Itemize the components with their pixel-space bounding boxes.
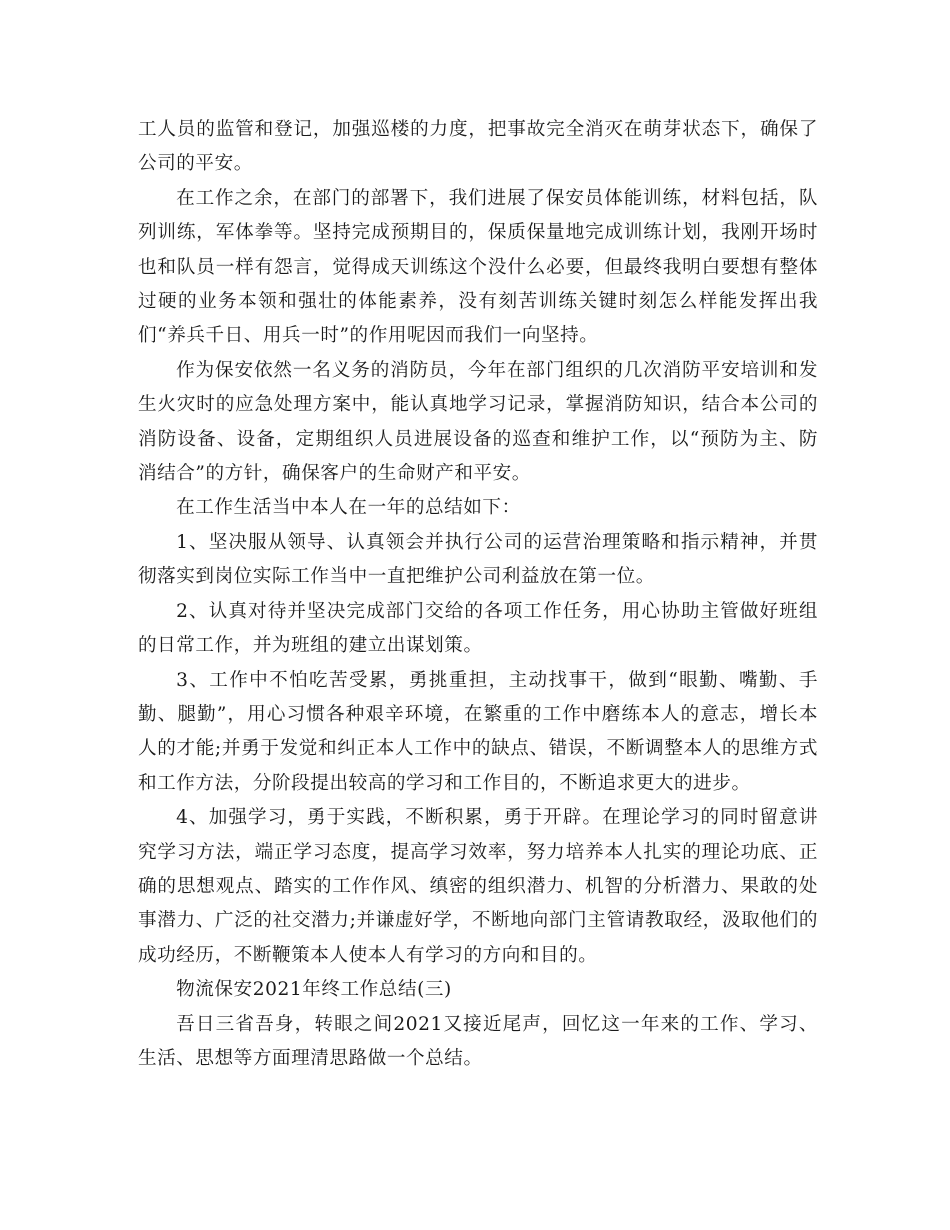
paragraph: 在工作之余，在部门的部署下，我们进展了保安员体能训练，材料包括，队列训练，军体拳等。坚持完成预期目的，保质保量地完成训练计划，我刚开场时也和队员一样有怨言，觉得成天训练这个没什么必要，但最终我明白要想有整体过硬的业务本领和强壮的体能素养，没有刻苦训练关键时刻怎么样能发挥出我们“养兵千日、用兵一时”的作用呢因而我们一向坚持。 <box>138 187 818 347</box>
paragraph: 吾日三省吾身，转眼之间2021又接近尾声，回忆这一年来的工作、学习、生活、思想等方面理清思路做一个总结。 <box>138 1013 818 1069</box>
list-item: 2、认真对待并坚决完成部门交给的各项工作任务，用心协助主管做好班组的日常工作，并为班组的建立出谋划策。 <box>138 600 818 657</box>
list-item: 3、工作中不怕吃苦受累，勇挑重担，主动找事干，做到“眼勤、嘴勤、手勤、腿勤”，用心习惯各种艰辛环境，在繁重的工作中磨练本人的意志，增长本人的才能;并勇于发觉和纠正本人工作中的缺点、错误，不断调整本人的思维方式和工作方法，分阶段提出较高的学习和工作目的，不断追求更大的进步。 <box>138 669 818 794</box>
document-page <box>138 113 818 1076</box>
paragraph: 工人员的监管和登记，加强巡楼的力度，把事故完全消灭在萌芽状态下，确保了公司的平安。 <box>138 119 818 175</box>
paragraph: 作为保安依然一名义务的消防员，今年在部门组织的几次消防平安培训和发生火灾时的应急处理方案中，能认真地学习记录，掌握消防知识，结合本公司的消防设备、设备，定期组织人员进展设备的巡查和维护工作，以“预防为主、防消结合”的方针，确保客户的生命财产和平安。 <box>138 359 818 485</box>
list-item: 4、加强学习，勇于实践，不断积累，勇于开辟。在理论学习的同时留意讲究学习方法，端正学习态度，提高学习效率，努力培养本人扎实的理论功底、正确的思想观点、踏实的工作作风、缜密的组织潜力、机智的分析潜力、果敢的处事潜力、广泛的社交潜力;并谦虚好学，不断地向部门主管请教取经，汲取他们的成功经历，不断鞭策本人使本人有学习的方向和目的。 <box>138 807 818 966</box>
paragraph: 在工作生活当中本人在一年的总结如下： <box>176 497 521 519</box>
section-heading: 物流保安2021年终工作总结(三) <box>176 979 452 1001</box>
list-item: 1、坚决服从领导、认真领会并执行公司的运营治理策略和指示精神，并贯彻落实到岗位实际工作当中一直把维护公司利益放在第一位。 <box>138 531 818 588</box>
